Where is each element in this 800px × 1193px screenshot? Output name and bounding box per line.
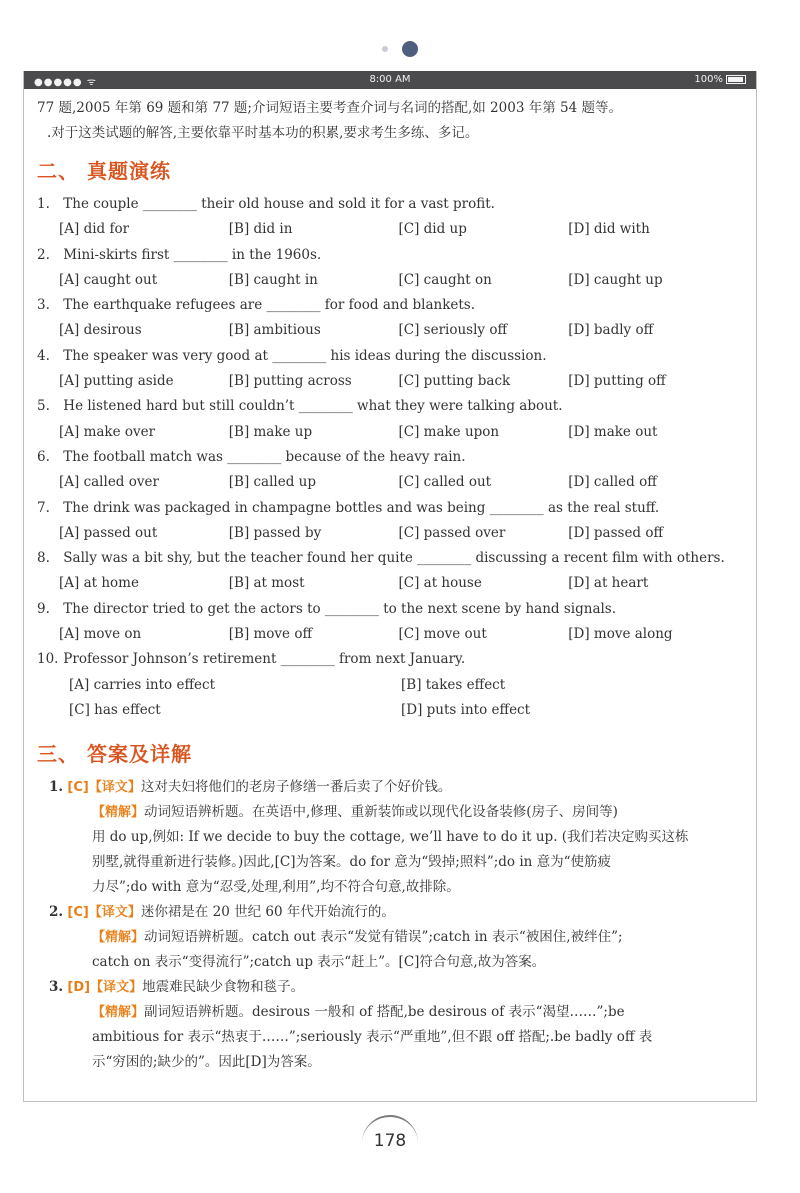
explanation-tag: 【精解】	[92, 930, 145, 946]
option: [C] putting back	[398, 373, 511, 390]
question-number: 4.	[37, 347, 50, 364]
question-text: The director tried to get the actors to ________ to the next scene by hand signals.	[63, 600, 617, 617]
option: [C] passed over	[398, 524, 506, 541]
question-number: 9.	[37, 600, 50, 617]
option: [A] desirous	[59, 322, 142, 339]
option: [B] caught in	[228, 271, 318, 288]
option: [B] putting across	[228, 373, 352, 390]
option: [A] caught out	[59, 271, 158, 288]
explanation-line: ambitious for 表示“热衷于……”;seriously 表示“严重地”,但不跟 off 搭配;.be badly off 表	[92, 1029, 653, 1046]
page-indicator	[0, 38, 800, 57]
question-number: 1.	[37, 196, 50, 212]
translation-text: 地震难民缺少食物和毯子。	[142, 979, 305, 996]
battery-status	[694, 74, 746, 85]
battery-percent: 100%	[694, 74, 723, 85]
option: [A] putting aside	[59, 373, 174, 390]
option: [B] make up	[228, 423, 313, 440]
translation-tag: 【译文】	[90, 980, 143, 996]
device-frame	[23, 71, 757, 1102]
translation-tag: 【译文】	[88, 905, 141, 921]
explanation-line: 副词短语辨析题。desirous 一般和 of 搭配,be desirous of 表示“渴望……”;be	[144, 1004, 625, 1021]
page-dot-inactive[interactable]	[382, 46, 388, 52]
explanation-line: catch on 表示“变得流行”;catch up 表示“赶上”。[C]符合句意,故为答案。	[92, 954, 546, 971]
section-title-answers: 三、 答案及详解	[37, 742, 192, 767]
question-text: The earthquake refugees are ________ for food and blankets.	[63, 297, 476, 314]
question-number: 5.	[37, 398, 50, 415]
question-text: Mini-skirts first ________ in the 1960s.	[63, 246, 322, 263]
option: [B] did in	[228, 221, 293, 238]
question-list	[37, 192, 738, 647]
option: [B] move off	[228, 626, 313, 643]
option: [B] ambitious	[228, 322, 321, 339]
question-item	[37, 445, 738, 496]
question-item	[37, 597, 738, 648]
explanation-line: 别墅,就得重新进行装修。)因此,[C]为答案。do for 意为“毁掉;照料”;do in 意为“使筋疲	[92, 854, 612, 871]
question-number: 7.	[37, 499, 50, 516]
explanation-line: 力尽”;do with 意为“忍受,处理,利用”,均不符合句意,故排除。	[92, 879, 460, 896]
option: [D] called off	[568, 474, 657, 491]
translation-tag: 【译文】	[88, 780, 141, 796]
option: [C] seriously off	[398, 322, 508, 339]
answer-item	[37, 775, 738, 900]
explanation-tag: 【精解】	[92, 1005, 145, 1021]
question-text: Professor Johnson’s retirement ________ from next January.	[63, 651, 466, 668]
option: [D] passed off	[568, 524, 664, 541]
question-text: He listened hard but still couldn’t ________ what they were talking about.	[63, 398, 563, 415]
question-text: The drink was packaged in champagne bottles and was being ________ as the real stuff.	[63, 499, 660, 516]
question-text: Sally was a bit shy, but the teacher found her quite ________ discussing a recent film with others.	[63, 550, 725, 567]
intro-line: .对于这类试题的解答,主要依靠平时基本功的积累,要求考生多练、多记。	[47, 125, 479, 141]
intro-paragraph	[37, 96, 738, 146]
answer-key: [C]	[67, 905, 89, 921]
page-dot-active[interactable]	[402, 41, 418, 57]
question-item	[37, 546, 738, 597]
option: [D] badly off	[568, 322, 654, 339]
option: [A] carries into effect	[69, 676, 216, 693]
answer-number: 2.	[49, 904, 64, 921]
explanation-line: 动词短语辨析题。catch out 表示“发觉有错误”;catch in 表示“被困住,被绊住”;	[144, 929, 623, 946]
option: [D] move along	[568, 626, 673, 643]
question-item	[37, 394, 738, 445]
page-number: 178	[362, 1115, 418, 1159]
question-text: The football match was ________ because of the heavy rain.	[63, 448, 466, 465]
option: [A] did for	[59, 221, 130, 238]
answer-item	[37, 900, 738, 975]
question-number: 8.	[37, 550, 50, 567]
option: [D] putting off	[568, 373, 666, 390]
option: [D] make out	[568, 423, 658, 440]
question-text: The speaker was very good at ________ his ideas during the discussion.	[63, 347, 547, 364]
option: [D] caught up	[568, 271, 663, 288]
answer-number: 3.	[49, 979, 64, 996]
question-number: 2.	[37, 246, 50, 263]
option: [D] puts into effect	[401, 701, 531, 718]
question-number: 3.	[37, 297, 50, 314]
explanation-line: 示“穷困的;缺少的”。因此[D]为答案。	[92, 1054, 321, 1071]
question-10	[37, 647, 738, 723]
answer-list	[37, 775, 738, 1075]
translation-text: 迷你裙是在 20 世纪 60 年代开始流行的。	[140, 904, 395, 921]
option: [C] caught on	[398, 271, 492, 288]
answer-item	[37, 975, 738, 1075]
option: [A] make over	[59, 423, 156, 440]
question-item	[37, 344, 738, 395]
page-content	[37, 89, 738, 1075]
option: [B] takes effect	[401, 676, 506, 693]
section-title-practice: 二、 真题演练	[37, 159, 171, 183]
translation-text: 这对夫妇将他们的老房子修缮一番后卖了个好价钱。	[140, 779, 452, 796]
option: [B] called up	[228, 474, 316, 491]
answer-number: 1.	[49, 779, 64, 796]
option: [C] did up	[398, 221, 467, 238]
explanation-line: 动词短语辨析题。在英语中,修理、重新装饰或以现代化设备装修(房子、房间等)	[144, 804, 618, 821]
option: [C] move out	[398, 626, 487, 643]
answer-key: [C]	[67, 780, 89, 796]
option: [D] at heart	[568, 575, 649, 592]
intro-line: 77 题,2005 年第 69 题和第 77 题;介词短语主要考查介词与名词的搭配,如 2003 年第 54 题等。	[37, 100, 622, 116]
status-time: 8:00 AM	[369, 74, 411, 85]
battery-icon	[726, 75, 746, 84]
option: [A] called over	[59, 474, 159, 491]
option: [A] passed out	[59, 524, 158, 541]
question-item	[37, 243, 738, 294]
question-text: The couple ________ their old house and sold it for a vast profit.	[63, 196, 495, 212]
explanation-tag: 【精解】	[92, 805, 145, 821]
option: [B] at most	[228, 575, 305, 592]
option: [A] at home	[59, 575, 139, 592]
status-bar	[24, 71, 756, 89]
question-item	[37, 192, 738, 243]
question-item	[37, 496, 738, 547]
explanation-line: 用 do up,例如: If we decide to buy the cottage, we’ll have to do it up. (我们若决定购买这栋	[92, 829, 689, 846]
option: [A] move on	[59, 626, 142, 643]
answer-key: [D]	[67, 980, 91, 996]
question-item	[37, 293, 738, 344]
option: [C] called out	[398, 474, 492, 491]
option: [D] did with	[568, 221, 650, 238]
option: [C] has effect	[69, 701, 161, 718]
question-number: 10.	[37, 651, 59, 668]
option: [C] at house	[398, 575, 482, 592]
option: [B] passed by	[228, 524, 322, 541]
option: [C] make upon	[398, 423, 500, 440]
question-number: 6.	[37, 448, 50, 465]
signal-icon: ●●●●● ᯤ	[34, 77, 97, 88]
